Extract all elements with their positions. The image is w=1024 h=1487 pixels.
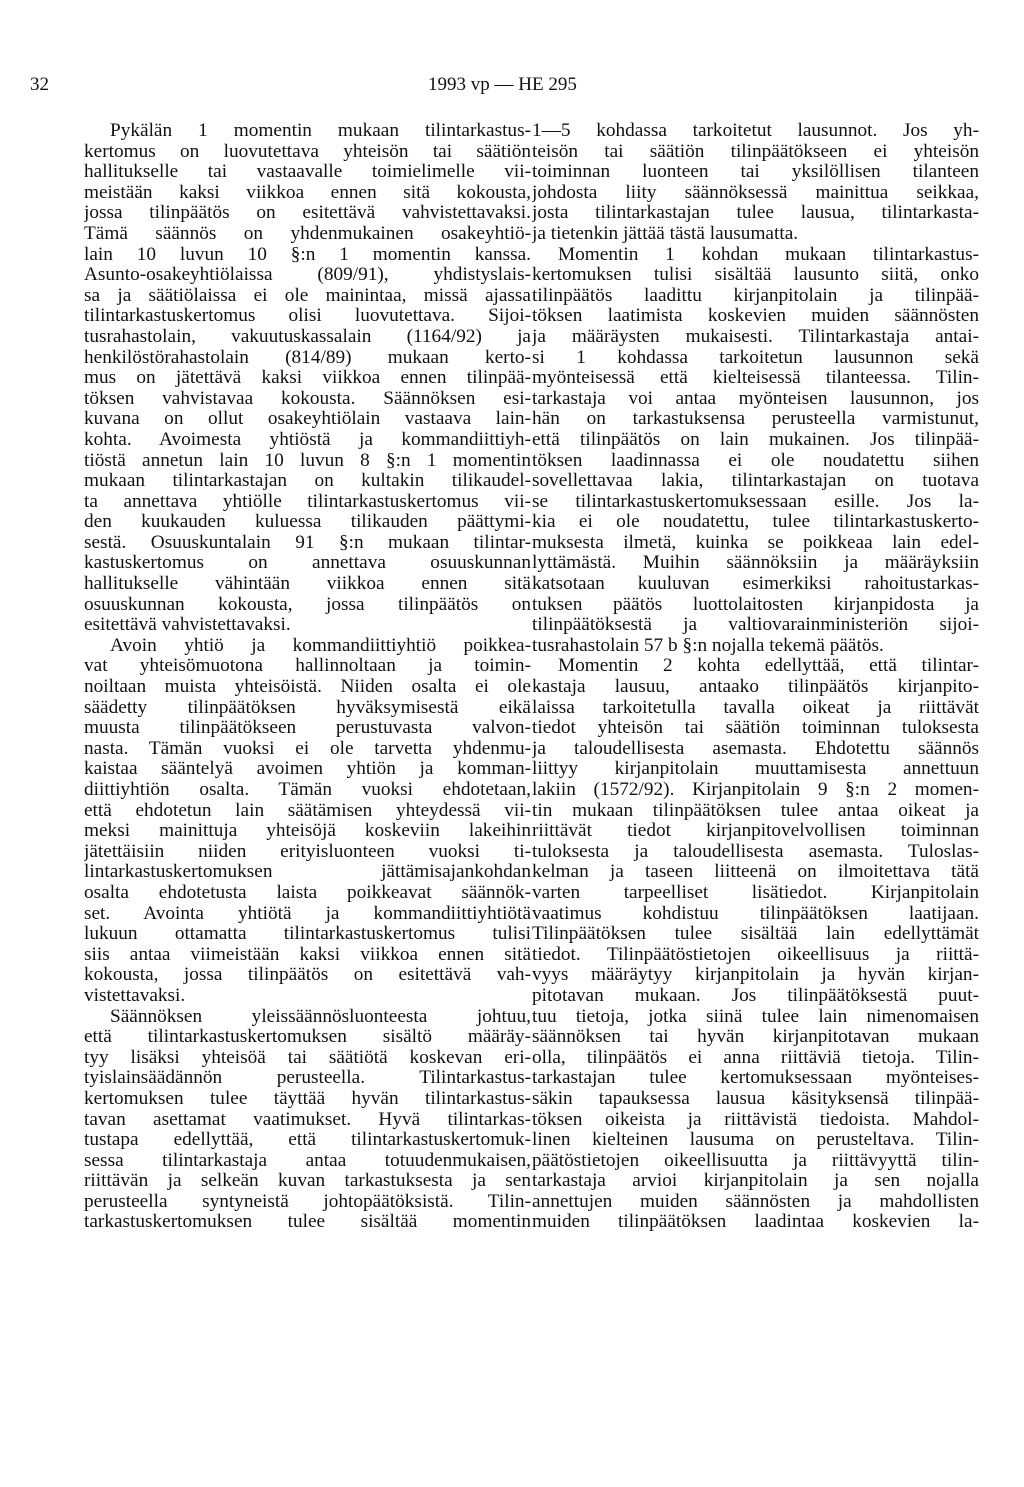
text-line: esitettävä vahvistettavaksi. [84,615,291,636]
text-line: henkilöstörahastolain (814/89) mukaan kerto- [84,347,531,368]
text-line: kelman ja taseen liitteenä on ilmoitettava tätä [532,862,979,883]
text-line: meksi mainittuja yhteisöjä koskeviin lakeihin [84,821,531,842]
text-line: Pykälän 1 momentin mukaan tilintarkastus- [110,121,531,141]
text-line: myönteisessä että kielteisessä tilanteessa. Tilin- [532,368,979,389]
text-line: mus on jätettävä kaksi viikkoa ennen tilinpää- [84,368,531,389]
text-line: katsotaan kuuluvan esimerkiksi rahoitustarkas- [532,574,979,595]
text-line: muusta tilinpäätökseen perustuvasta valvon- [84,718,531,739]
text-line: lain 10 luvun 10 §:n 1 momentin kanssa. [84,244,531,265]
text-line: hallitukselle vähintään viikkoa ennen sitä [84,574,531,595]
text-line: töksen laadinnassa ei ole noudatettu siihen [532,450,979,471]
text-line: hallitukselle tai vastaavalle toimielimelle vii- [84,162,531,183]
text-line: jossa tilinpäätös on esitettävä vahvistettavaksi. [84,203,531,224]
text-line: lukuun ottamatta tilintarkastuskertomus tulisi [84,924,531,945]
running-title: 1993 vp — HE 295 [428,74,577,95]
text-line: lintarkastuskertomuksen jättämisajankohdan [84,862,531,883]
text-column-left [84,121,531,1233]
text-line: liittyy kirjanpitolain muuttamisesta annettuun [532,759,979,780]
text-line: Säännöksen yleissäännösluonteesta johtuu, [110,1006,531,1027]
text-line: sessa tilintarkastaja antaa totuudenmukaisen, [84,1150,531,1171]
text-line: että tilinpäätös on lain mukainen. Jos tilinpää- [532,429,979,450]
text-line: tavan asettamat vaatimukset. Hyvä tilintarkas- [84,1109,531,1130]
text-line: vat yhteisömuotona hallinnoltaan ja toimin- [84,656,531,677]
text-line: annettujen muiden säännösten ja mahdollisten [532,1191,979,1212]
text-line: tarkastaja arvioi kirjanpitolain ja sen nojalla [532,1171,979,1192]
text-line: toiminnan luonteen tai yksilöllisen tilanteen [532,162,979,183]
text-line: johdosta liity säännöksessä mainittua seikkaa, [532,182,979,203]
text-line: nasta. Tämän vuoksi ei ole tarvetta yhdenmu- [84,738,531,759]
text-line: säädetty tilinpäätöksen hyväksymisestä eikä [84,697,531,718]
text-line: Tämä säännös on yhdenmukainen osakeyhtiö- [84,223,531,244]
text-line: sovellettavaa lakia, tilintarkastajan on tuotava [532,471,979,492]
text-line: noiltaan muista yhteisöistä. Niiden osalta ei ole [84,677,531,698]
text-line: 1—5 kohdassa tarkoitetut lausunnot. Jos yh- [532,121,979,141]
text-line: diittiyhtiön osalta. Tämän vuoksi ehdotetaan, [84,780,531,800]
text-line: että ehdotetun lain säätämisen yhteydessä vii- [84,800,531,821]
text-line: tusrahastolain, vakuutuskassalain (1164/92) ja [84,326,531,347]
text-line: riittävät tiedot kirjanpitovelvollisen toiminnan [532,821,979,842]
text-line: kia ei ole noudatettu, tulee tilintarkastuskerto- [532,512,979,533]
text-line: kertomuksen tulee täyttää hyvän tilintarkastus- [84,1088,531,1109]
text-line: tyy lisäksi yhteisöä tai säätiötä koskevan eri- [84,1047,531,1068]
text-line: tuksen päätös luottolaitosten kirjanpidosta ja [532,594,979,615]
text-line: kokousta, jossa tilinpäätös on esitettävä vah- [84,965,531,986]
text-line: kastuskertomus on annettava osuuskunnan [84,553,531,574]
text-line: Tilinpäätöksen tulee sisältää lain edellyttämät [532,924,979,945]
text-line: tarkastaja voi antaa myönteisen lausunnon, jos [532,388,979,409]
text-line: kuvana on ollut osakeyhtiölain vastaava lain- [84,409,531,430]
text-line: Momentin 2 kohta edellyttää, että tilintar- [558,656,979,677]
text-line: päätöstietojen oikeellisuutta ja riittävyyttä tilin- [532,1150,979,1171]
text-line: töksen vahvistavaa kokousta. Säännöksen esi- [84,388,531,409]
text-line: tuu tietoja, jotka siinä tulee lain nimenomaisen [532,1006,979,1027]
text-line: tilinpäätös laadittu kirjanpitolain ja tilinpää- [532,285,979,306]
text-line: ja taloudellisesta asemasta. Ehdotettu säännös [532,738,979,759]
text-line: tiedot yhteisön tai säätiön toiminnan tuloksesta [532,718,979,739]
text-line: töksen oikeista ja riittävistä tiedoista. Mahdol- [532,1109,979,1130]
text-line: Asunto-osakeyhtiölaissa (809/91), yhdistyslais- [84,265,531,286]
text-line: vyys määräytyy kirjanpitolain ja hyvän kirjan- [532,965,979,986]
text-line: si 1 kohdassa tarkoitetun lausunnon sekä [532,347,979,368]
text-line: tiedot. Tilinpäätöstietojen oikeellisuus ja riittä- [532,944,979,965]
text-line: Momentin 1 kohdan mukaan tilintarkastus- [558,244,979,265]
text-line: tyislainsäädännön perusteella. Tilintarkastus- [84,1068,531,1089]
text-line: den kuukauden kuluessa tilikauden päättymi- [84,512,531,533]
text-line: se tilintarkastuskertomuksessaan esille. Jos la- [532,491,979,512]
text-line: ja määräysten mukaisesti. Tilintarkastaja antai- [532,326,979,347]
text-line: että tilintarkastuskertomuksen sisältö määräy- [84,1027,531,1048]
text-line: kaistaa sääntelyä avoimen yhtiön ja komman- [84,759,531,780]
text-line: varten tarpeelliset lisätiedot. Kirjanpitolain [532,882,979,903]
text-line: tarkastuskertomuksen tulee sisältää momentin [84,1212,531,1233]
text-line: töksen laatimista koskevien muiden säännösten [532,306,979,327]
text-line: säännöksen tai hyvän kirjanpitotavan mukaan [532,1027,979,1048]
text-line: muksesta ilmetä, kuinka se poikkeaa lain edel- [532,532,979,553]
text-line: osalta ehdotetusta laista poikkeavat säännök- [84,882,531,903]
text-line: tusrahastolain 57 b §:n nojalla tekemä päätös. [532,635,884,656]
text-line: set. Avointa yhtiötä ja kommandiittiyhtiötä [84,903,531,924]
text-line: kertomuksen tulisi sisältää lausunto siitä, onko [532,265,979,286]
text-line: riittävän ja selkeän kuvan tarkastuksesta ja sen [84,1171,531,1192]
text-column-right [532,121,979,1233]
text-line: ta annettava yhtiölle tilintarkastuskertomus vii- [84,491,531,512]
text-line: vistettavaksi. [84,985,186,1006]
text-line: kertomus on luovutettava yhteisön tai säätiön [84,141,531,162]
text-line: Avoin yhtiö ja kommandiittiyhtiö poikkea- [110,635,531,656]
text-line: kastaja lausuu, antaako tilinpäätös kirjanpito- [532,677,979,698]
text-line: sestä. Osuuskuntalain 91 §:n mukaan tilintar- [84,532,531,553]
text-line: perusteella syntyneistä johtopäätöksistä. Tilin- [84,1191,531,1212]
text-line: vaatimus kohdistuu tilinpäätöksen laatijaan. [532,903,979,924]
text-line: ja tietenkin jättää tästä lausumatta. [532,223,799,244]
text-line: olla, tilinpäätös ei anna riittäviä tietoja. Tilin- [532,1047,979,1068]
text-line: tin mukaan tilinpäätöksen tulee antaa oikeat ja [532,800,979,821]
text-line: säkin tapauksessa lausua käsityksensä tilinpää- [532,1088,979,1109]
text-line: sa ja säätiölaissa ei ole mainintaa, missä ajassa [84,285,531,306]
text-line: linen kielteinen lausuma on perusteltava. Tilin- [532,1130,979,1151]
text-line: muiden tilinpäätöksen laadintaa koskevien la- [532,1212,979,1233]
text-line: jätettäisiin niiden erityisluonteen vuoksi ti- [84,841,531,862]
text-line: tilintarkastuskertomus olisi luovutettava. Sijoi- [84,306,531,327]
text-line: pitotavan mukaan. Jos tilinpäätöksestä puut- [532,985,979,1006]
text-line: teisön tai säätiön tilinpäätökseen ei yhteisön [532,141,979,162]
page-number: 32 [30,74,49,95]
text-line: osuuskunnan kokousta, jossa tilinpäätös on [84,594,531,615]
text-line: laissa tarkoitetulla tavalla oikeat ja riittävät [532,697,979,718]
page-header [30,74,994,104]
text-line: tiöstä annetun lain 10 luvun 8 §:n 1 momentin [84,450,531,471]
text-line: meistään kaksi viikkoa ennen sitä kokousta, [84,182,531,203]
text-line: siis antaa viimeistään kaksi viikkoa ennen sitä [84,944,531,965]
text-line: tustapa edellyttää, että tilintarkastuskertomuk- [84,1130,531,1151]
text-line: tuloksesta ja taloudellisesta asemasta. Tuloslas- [532,841,979,862]
text-line: tilinpäätöksestä ja valtiovarainministeriön sijoi- [532,615,979,636]
text-line: mukaan tilintarkastajan on kultakin tilikaudel- [84,471,531,492]
text-line: lyttämästä. Muihin säännöksiin ja määräyksiin [532,553,979,574]
text-line: hän on tarkastuksensa perusteella varmistunut, [532,409,979,430]
text-line: lakiin (1572/92). Kirjanpitolain 9 §:n 2 momen- [532,780,979,800]
text-line: josta tilintarkastajan tulee lausua, tilintarkasta- [532,203,979,224]
text-line: kohta. Avoimesta yhtiöstä ja kommandiittiyh- [84,429,531,450]
text-line: tarkastajan tulee kertomuksessaan myönteises- [532,1068,979,1089]
